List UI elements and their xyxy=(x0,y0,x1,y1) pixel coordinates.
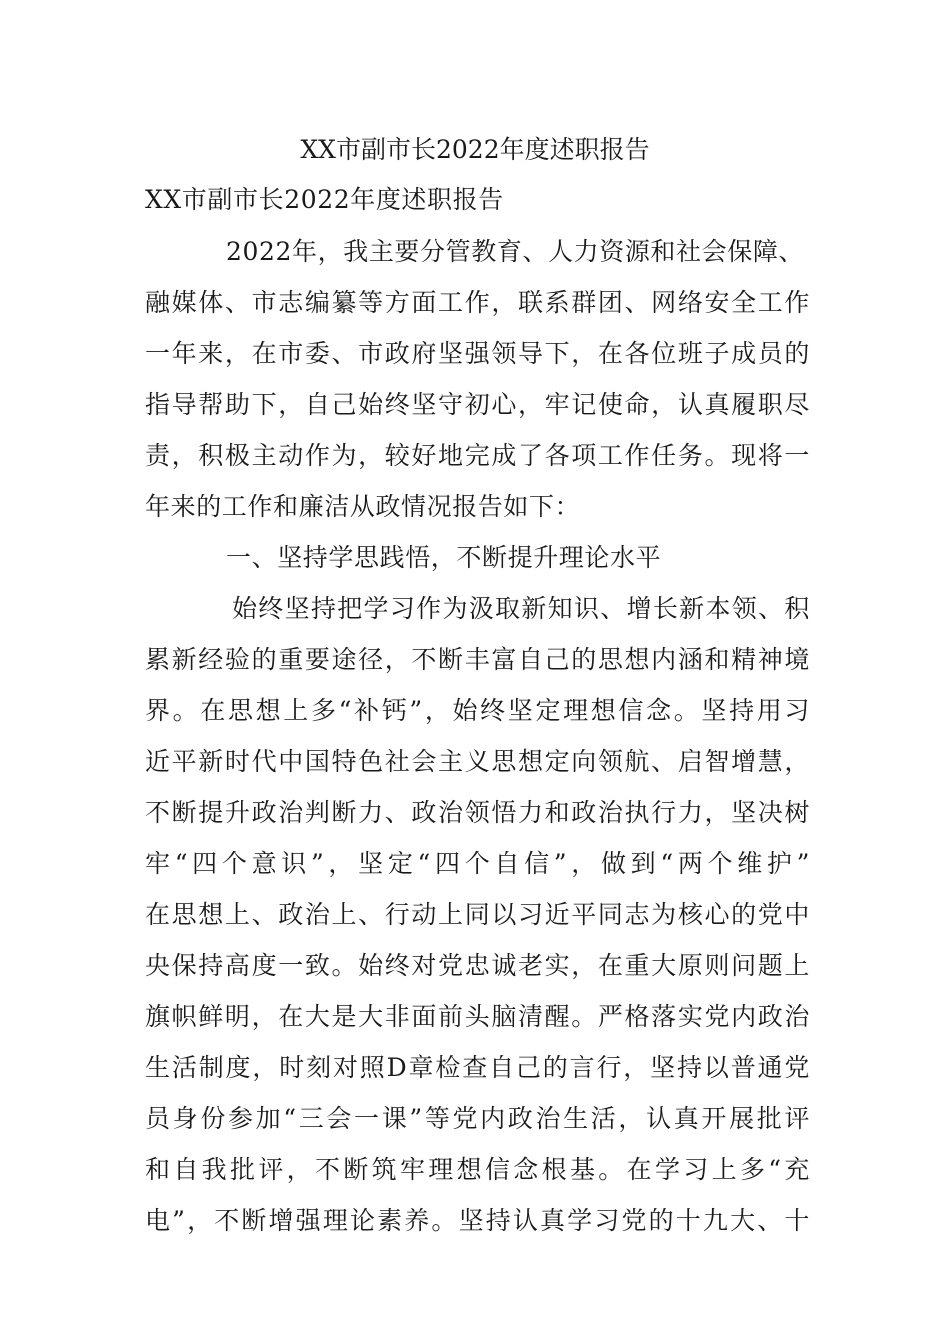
body-line: 在思想上、政治上、行动上同以习近平同志为核心的党中 xyxy=(145,900,810,929)
intro-line: 融媒体、市志编纂等方面工作，联系群团、网络安全工作 xyxy=(145,288,810,317)
intro-line: 一年来，在市委、市政府坚强领导下，在各位班子成员的 xyxy=(145,339,810,368)
body-line: 央保持高度一致。始终对党忠诚老实，在重大原则问题上 xyxy=(145,951,810,980)
body-line: 员身份参加“三会一课”等党内政治生活，认真开展批评 xyxy=(145,1104,810,1133)
body-line: 旗帜鲜明，在大是大非面前头脑清醒。严格落实党内政治 xyxy=(145,1002,810,1031)
body-line: 始终坚持把学习作为汲取新知识、增长新本领、积 xyxy=(232,594,810,623)
intro-line: 责，积极主动作为，较好地完成了各项工作任务。现将一 xyxy=(145,441,810,470)
body-line: 生活制度，时刻对照D章检查自己的言行，坚持以普通党 xyxy=(145,1053,810,1082)
intro-line: 2022年，我主要分管教育、人力资源和社会保障、 xyxy=(226,237,805,266)
body-line: 牢“四个意识”，坚定“四个自信”，做到“两个维护” xyxy=(145,849,810,878)
document-subtitle: XX市副市长2022年度述职报告 xyxy=(145,185,504,214)
intro-line: 指导帮助下，自己始终坚守初心，牢记使命，认真履职尽 xyxy=(145,390,810,419)
intro-line: 年来的工作和廉洁从政情况报告如下： xyxy=(145,492,581,521)
section-heading: 一、坚持学思践悟，不断提升理论水平 xyxy=(226,543,662,572)
body-line: 和自我批评，不断筑牢理想信念根基。在学习上多“充 xyxy=(145,1155,810,1184)
body-line: 不断提升政治判断力、政治领悟力和政治执行力，坚决树 xyxy=(145,798,810,827)
body-line: 界。在思想上多“补钙”，始终坚定理想信念。坚持用习 xyxy=(145,696,810,725)
body-line: 电”，不断增强理论素养。坚持认真学习党的十九大、十 xyxy=(145,1206,810,1235)
document-title: XX市副市长2022年度述职报告 xyxy=(300,135,650,164)
body-line: 近平新时代中国特色社会主义思想定向领航、启智增慧， xyxy=(145,747,810,776)
body-line: 累新经验的重要途径，不断丰富自己的思想内涵和精神境 xyxy=(145,645,810,674)
